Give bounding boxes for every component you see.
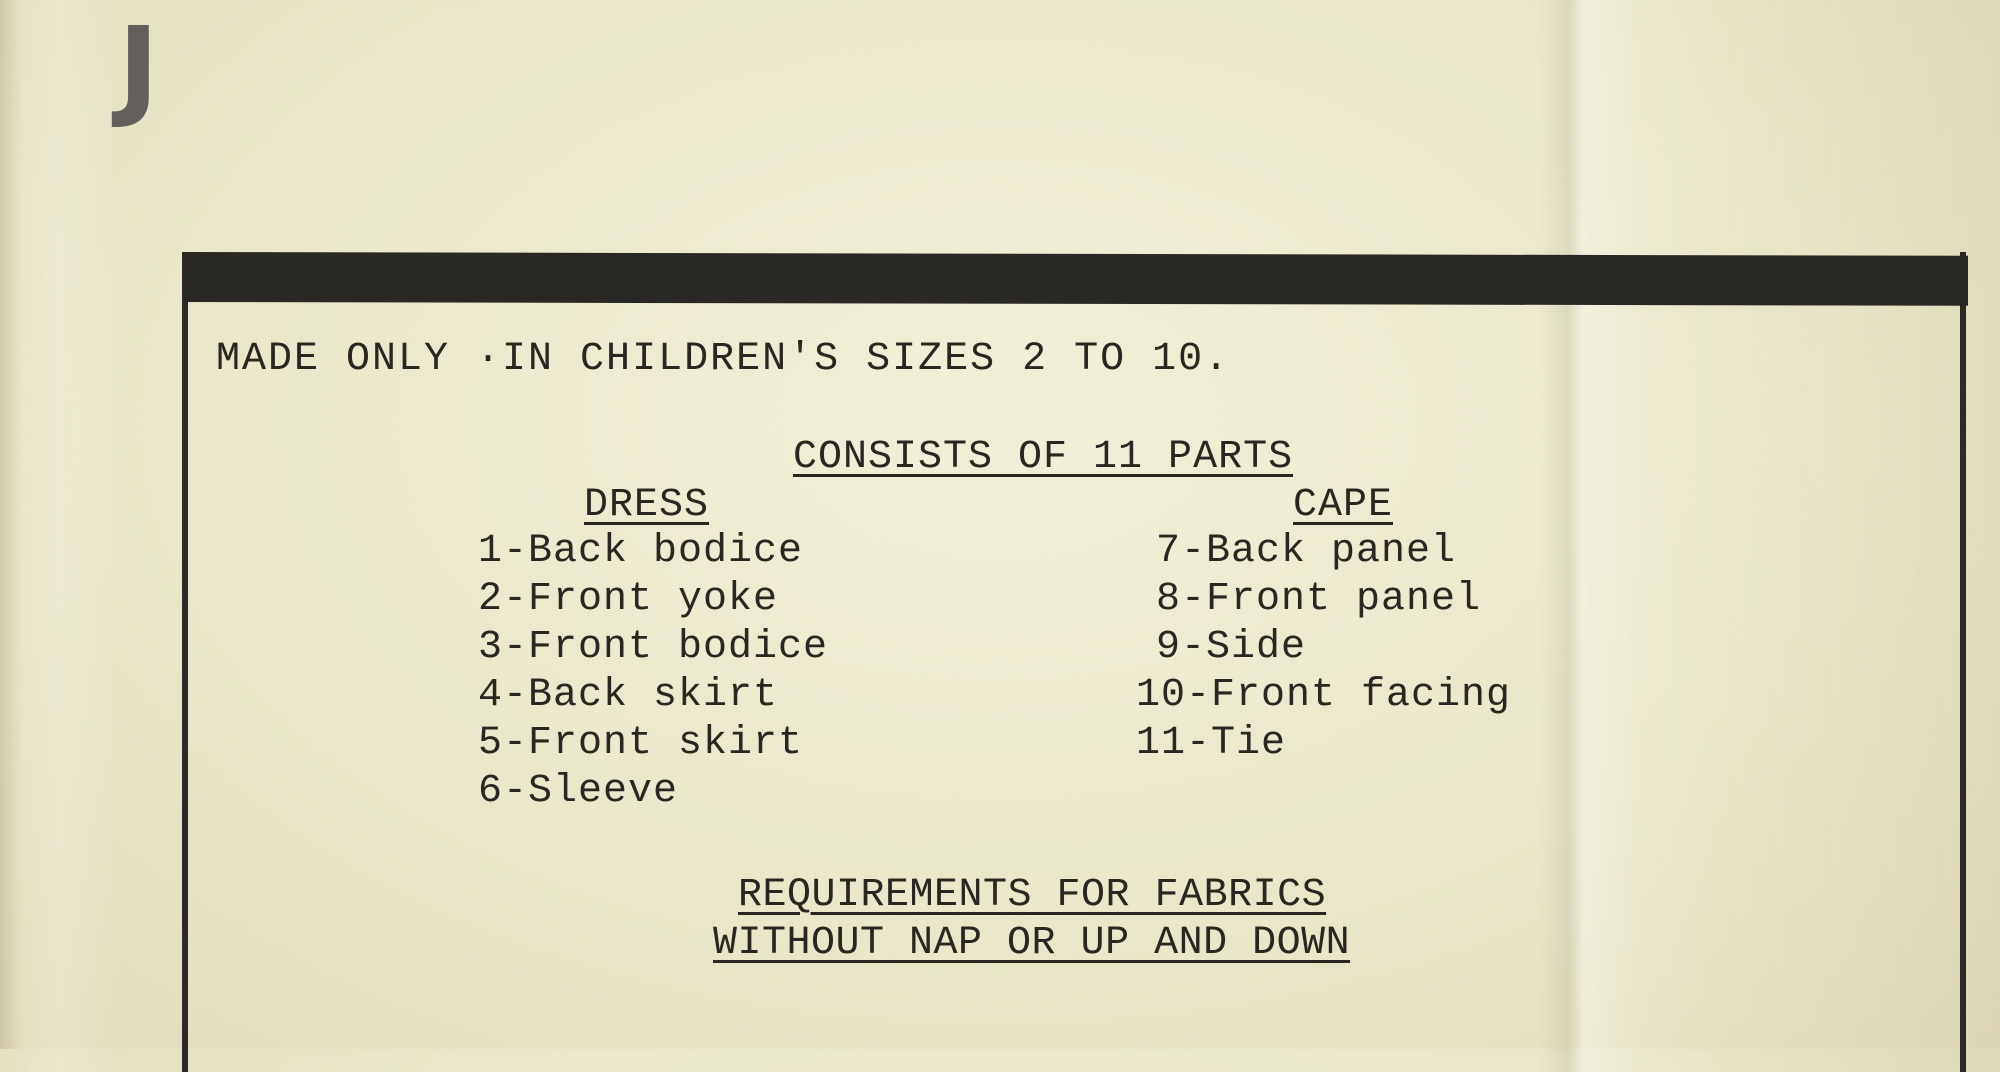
list-item: 2-Front yoke bbox=[478, 577, 779, 622]
list-item: 5-Front skirt bbox=[478, 721, 804, 766]
list-item: 8-Front panel bbox=[1156, 577, 1482, 622]
dress-heading: DRESS bbox=[584, 483, 710, 528]
cape-heading: CAPE bbox=[1293, 483, 1394, 528]
parts-heading: CONSISTS OF 11 PARTS bbox=[793, 435, 1294, 480]
paper-edge bbox=[0, 0, 22, 1049]
corner-stamp-mark: J bbox=[118, 3, 159, 131]
cape-parts-list bbox=[1136, 528, 1511, 768]
list-item: 4-Back skirt bbox=[478, 673, 779, 718]
frame-top-bar bbox=[182, 252, 1968, 306]
list-item: 6-Sleeve bbox=[478, 769, 679, 814]
list-item: 10-Front facing bbox=[1136, 673, 1512, 718]
list-item: 7-Back panel bbox=[1156, 529, 1457, 574]
fabric-requirements-heading: REQUIREMENTS FOR FABRICS bbox=[738, 873, 1327, 918]
fabric-requirements-subheading: WITHOUT NAP OR UP AND DOWN bbox=[713, 921, 1351, 966]
list-item: 3-Front bodice bbox=[478, 625, 829, 670]
list-item: 9-Side bbox=[1156, 625, 1307, 670]
dress-parts-list bbox=[478, 528, 828, 816]
list-item: 11-Tie bbox=[1136, 721, 1287, 766]
list-item: 1-Back bodice bbox=[478, 529, 804, 574]
size-range-note: MADE ONLY ·IN CHILDREN'S SIZES 2 TO 10. bbox=[216, 337, 1231, 382]
